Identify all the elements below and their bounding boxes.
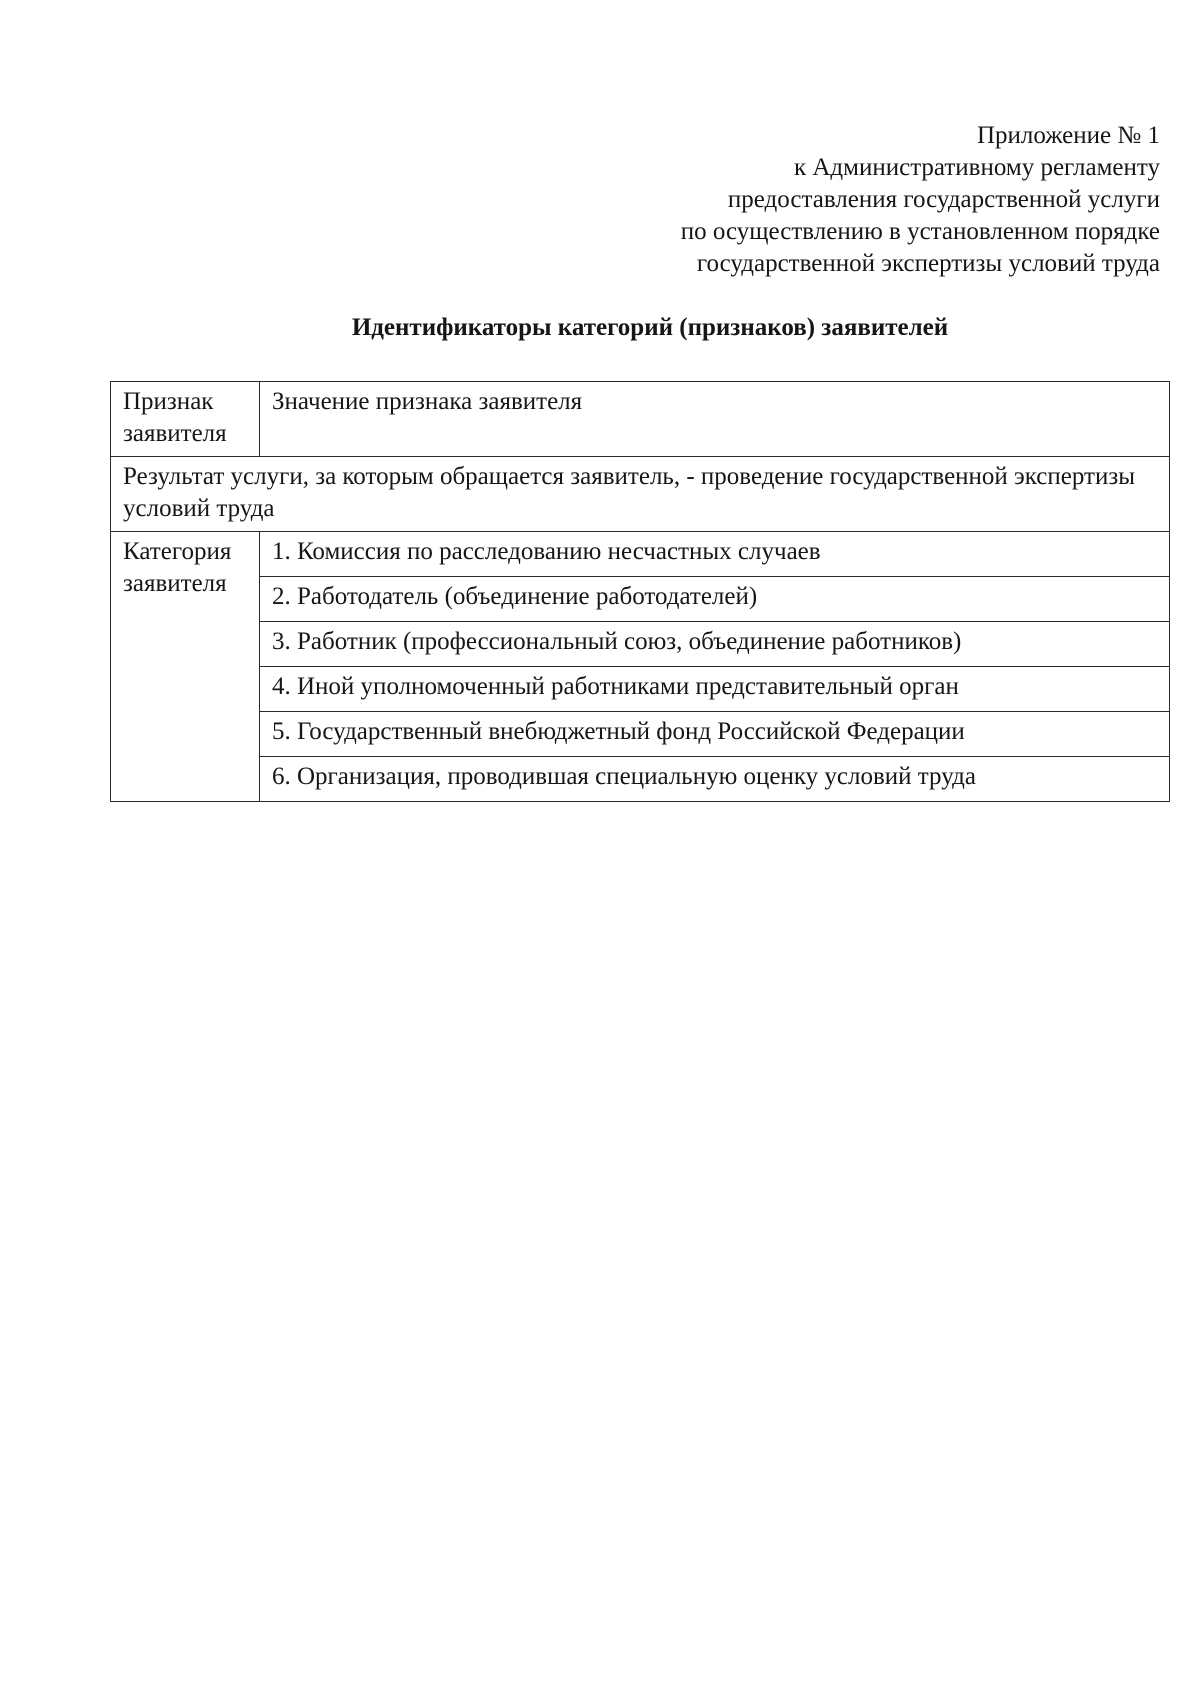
- category-item: 4. Иной уполномоченный работниками представительный орган: [260, 667, 1170, 712]
- appendix-reference-line: по осуществлению в установленном порядке: [680, 218, 1160, 245]
- category-item: 1. Комиссия по расследованию несчастных случаев: [260, 532, 1170, 577]
- header-value-cell: Значение признака заявителя: [260, 382, 1170, 457]
- appendix-reference-line: к Административному регламенту: [793, 154, 1160, 181]
- category-label-cell: Категория заявителя: [111, 532, 260, 802]
- category-item: 6. Организация, проводившая специальную оценку условий труда: [260, 757, 1170, 802]
- table-row: [111, 667, 1170, 712]
- table-row: [111, 577, 1170, 622]
- category-item: 2. Работодатель (объединение работодателей): [260, 577, 1170, 622]
- appendix-header: [460, 120, 1160, 280]
- category-item: 5. Государственный внебюджетный фонд Российской Федерации: [260, 712, 1170, 757]
- table-row: [111, 622, 1170, 667]
- table-row: [111, 757, 1170, 802]
- table-row: [111, 532, 1170, 577]
- appendix-number: Приложение № 1: [976, 122, 1160, 149]
- table-header-row: [111, 382, 1170, 457]
- result-row: [111, 457, 1170, 532]
- appendix-reference-line: государственной экспертизы условий труда: [696, 250, 1160, 277]
- table-row: [111, 712, 1170, 757]
- category-item: 3. Работник (профессиональный союз, объединение работников): [260, 622, 1170, 667]
- appendix-reference-line: предоставления государственной услуги: [727, 186, 1160, 213]
- document-title: Идентификаторы категорий (признаков) заявителей: [351, 314, 949, 341]
- header-attribute-cell: Признак заявителя: [111, 382, 260, 457]
- applicant-attributes-table: [110, 381, 1170, 802]
- result-cell: Результат услуги, за которым обращается заявитель, - проведение государственной экспертизы условий труда: [111, 457, 1170, 532]
